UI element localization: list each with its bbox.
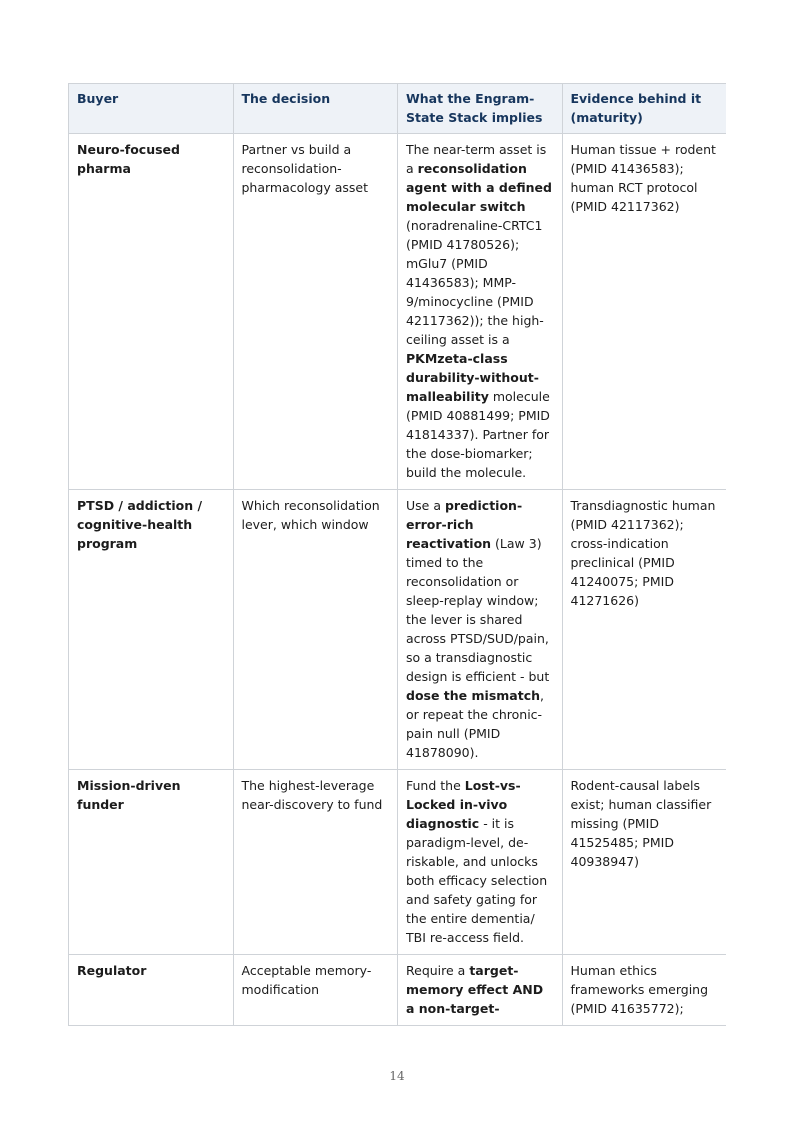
emphasis-text: Lost-vs-Locked in-vivo diagnostic [406, 778, 521, 831]
decision-cell: Which reconsolidation lever, which window [233, 490, 398, 770]
implication-text: Use a [406, 498, 445, 513]
evidence-cell: Human tissue + rodent (PMID 41436583); human RCT protocol (PMID 42117362) [562, 134, 726, 490]
evidence-cell: Human ethics frameworks emerging (PMID 41635772); [562, 955, 726, 1026]
table-body [69, 134, 727, 1026]
implication-text: (Law 3) timed to the reconsolidation or sleep-replay window; the lever is shared across PTSD/SUD/pain, so a transdiagnostic design is efficient - but [406, 536, 550, 684]
page-number: 14 [389, 1069, 405, 1083]
implication-cell [398, 770, 563, 955]
table-header-row [69, 84, 727, 134]
table-row [69, 770, 727, 955]
emphasis-text: prediction-error-rich reactivation [406, 498, 523, 551]
implication-text: , or repeat the chronic-pain null (PMID 41878090). [406, 688, 544, 760]
table-row [69, 134, 727, 490]
decision-table [68, 83, 726, 1026]
buyer-cell: Neuro-focused pharma [69, 134, 234, 490]
header-implication: What the Engram-State Stack implies [398, 84, 563, 134]
table-row [69, 955, 727, 1026]
emphasis-text: reconsolidation agent with a defined molecular switch [406, 161, 552, 214]
implication-text: molecule (PMID 40881499; PMID 41814337). Partner for the dose-biomarker; build the molecule. [406, 389, 550, 480]
evidence-cell: Transdiagnostic human (PMID 42117362); cross-indication preclinical (PMID 41240075; PMID 41271626) [562, 490, 726, 770]
evidence-cell: Rodent-causal labels exist; human classifier missing (PMID 41525485; PMID 40938947) [562, 770, 726, 955]
implication-text: Fund the [406, 778, 465, 793]
buyer-cell: Mission-driven funder [69, 770, 234, 955]
decision-table-container [68, 83, 726, 1031]
emphasis-text: target-memory effect AND a non-target- [406, 963, 544, 1016]
implication-text: (noradrenaline-CRTC1 (PMID 41780526); mGlu7 (PMID 41436583); MMP-9/minocycline (PMID 42117362)); the high-ceiling asset is a [406, 218, 544, 347]
implication-text: - it is paradigm-level, de-riskable, and unlocks both efficacy selection and safety gating for the entire dementia/ TBI re-access field. [406, 816, 548, 945]
emphasis-text: PKMzeta-class durability-without-malleability [406, 351, 539, 404]
buyer-cell: PTSD / addiction / cognitive-health program [69, 490, 234, 770]
header-buyer: Buyer [69, 84, 234, 134]
implication-cell [398, 134, 563, 490]
implication-text: Require a [406, 963, 470, 978]
decision-cell: Acceptable memory-modification [233, 955, 398, 1026]
buyer-cell: Regulator [69, 955, 234, 1026]
header-evidence: Evidence behind it (maturity) [562, 84, 726, 134]
header-decision: The decision [233, 84, 398, 134]
implication-cell [398, 955, 563, 1026]
table-row [69, 490, 727, 770]
implication-text: The near-term asset is a [406, 142, 547, 176]
emphasis-text: dose the mismatch [406, 688, 541, 703]
decision-cell: Partner vs build a reconsolidation-pharmacology asset [233, 134, 398, 490]
implication-cell [398, 490, 563, 770]
decision-cell: The highest-leverage near-discovery to fund [233, 770, 398, 955]
